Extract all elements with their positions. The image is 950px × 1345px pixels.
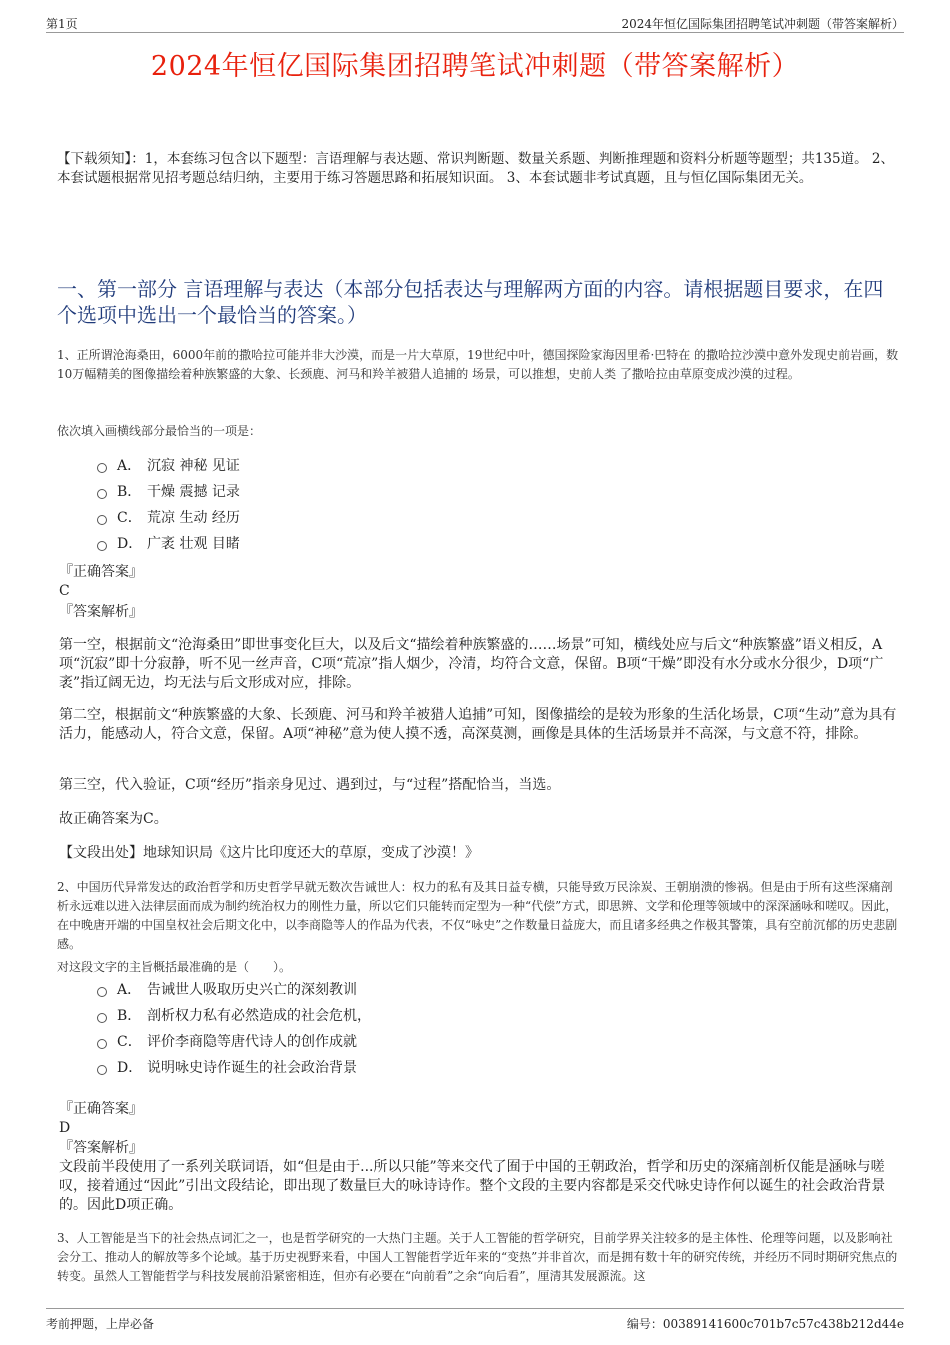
- q2-analysis: 文段前半段使用了一系列关联词语，如“但是由于...所以只能”等来交代了囿于中国的王朝政治，哲学和历史的深痛剖析仅能是涵咏与嗟叹，接着通过“因此”引出文段结论，即出现了数量巨大的咏诗诗作。整个文段的主要内容都是采交代咏史诗作何以诞生的社会政治背景的。因此D项正确。: [59, 1159, 886, 1213]
- q2-option-a[interactable]: A． 告诫世人吸取历史兴亡的深刻教训: [97, 977, 371, 1003]
- page-footer: [46, 1308, 904, 1331]
- q2-prompt: 对这段文字的主旨概括最准确的是（ ）。: [57, 960, 292, 974]
- q2-option-b[interactable]: B． 剖析权力私有必然造成的社会危机，: [97, 1003, 371, 1029]
- radio-icon[interactable]: [97, 463, 107, 473]
- q2-option-c[interactable]: C． 评价李商隐等唐代诗人的创作成就: [97, 1029, 371, 1055]
- q1-option-c[interactable]: C． 荒凉 生动 经历: [97, 505, 240, 531]
- q1-analysis-p4: 故正确答案为C。: [59, 811, 168, 827]
- q1-option-a[interactable]: A． 沉寂 神秘 见证: [97, 453, 240, 479]
- q1-stem: 1、正所谓沧海桑田，6000年前的撒哈拉可能并非大沙漠，而是一片大草原，19世纪中叶，德国探险家海因里希·巴特在 的撒哈拉沙漠中意外发现史前岩画，数10万幅精美的图像描绘着种族繁盛的大象、长颈鹿、河马和羚羊被猎人追捕的 场景，可以推想，史前人类 了撒哈拉由草原变成沙漠的过程。: [57, 348, 899, 381]
- radio-icon[interactable]: [97, 987, 107, 997]
- footer-slogan: 考前押题，上岸必备: [46, 1317, 155, 1331]
- page-number: 第1页: [46, 17, 78, 31]
- q2-option-d[interactable]: D． 说明咏史诗作诞生的社会政治背景: [97, 1055, 371, 1081]
- radio-icon[interactable]: [97, 1065, 107, 1075]
- radio-icon[interactable]: [97, 1013, 107, 1023]
- header-doc-title: 2024年恒亿国际集团招聘笔试冲刺题（带答案解析）: [621, 17, 904, 31]
- document-title: 2024年恒亿国际集团招聘笔试冲刺题（带答案解析）: [150, 51, 800, 82]
- page-header: [46, 14, 904, 33]
- q3-stem: 3、人工智能是当下的社会热点词汇之一，也是哲学研究的一大热门主题。关于人工智能的哲学研究，目前学界关注较多的是主体性、伦理等问题，以及影响社会分工、推动人的解放等多个论域。基于历史视野来看，中国人工智能哲学近年来的“变热”并非首次，而是拥有数十年的研究传统，并经历不同时期研究焦点的转变。虽然人工智能哲学与科技发展前沿紧密相连，但亦有必要在“向前看”之余“向后看”，厘清其发展源流。这: [57, 1231, 898, 1283]
- radio-icon[interactable]: [97, 541, 107, 551]
- q1-option-b[interactable]: B． 干燥 震撼 记录: [97, 479, 240, 505]
- q1-answer: C: [59, 583, 70, 599]
- q1-answer-label: 『正确答案』: [59, 564, 143, 580]
- radio-icon[interactable]: [97, 515, 107, 525]
- q1-prompt: 依次填入画横线部分最恰当的一项是：: [57, 424, 262, 438]
- q2-answer-label: 『正确答案』: [59, 1101, 143, 1117]
- download-notice: 【下载须知】：1，本套练习包含以下题型：言语理解与表达题、常识判断题、数量关系题、判断推理题和资料分析题等题型；共135道。 2、本套试题根据常见招考题总结归纳，主要用于练习答题思路和拓展知识面。 3、本套试题非考试真题，且与恒亿国际集团无关。: [57, 151, 894, 186]
- q2-stem: 2、中国历代异常发达的政治哲学和历史哲学早就无数次告诫世人：权力的私有及其日益专横，只能导致万民涂炭、王朝崩溃的惨祸。但是由于所有这些深痛剖析永远难以进入法律层面而成为制约统治权力的刚性力量，所以它们只能转而定型为一种“代偿”方式，即思辨、文学和伦理等领域中的深深涵咏和嗟叹。因此，在中晚唐开端的中国皇权社会后期文化中，以李商隐等人的作品为代表，不仅“咏史”之作数量日益庞大，而且诸多经典之作极其警策，具有空前沉郁的历史悲剧感。: [57, 880, 898, 951]
- q1-option-d[interactable]: D． 广袤 壮观 目睹: [97, 531, 240, 557]
- footer-doc-id: 编号：00389141600c701b7c57c438b212d44e: [626, 1317, 904, 1331]
- radio-icon[interactable]: [97, 489, 107, 499]
- section-heading: 一、第一部分 言语理解与表达（本部分包括表达与理解两方面的内容。请根据题目要求，在四个选项中选出一个最恰当的答案。）: [57, 277, 884, 327]
- q2-answer: D: [59, 1120, 71, 1136]
- radio-icon[interactable]: [97, 1039, 107, 1049]
- q1-analysis-label: 『答案解析』: [59, 604, 143, 620]
- q1-analysis-p1: 第一空，根据前文“沧海桑田”即世事变化巨大，以及后文“描绘着种族繁盛的……场景”可知，横线处应与后文“种族繁盛”语义相反，A项“沉寂”即十分寂静，听不见一丝声音，C项“荒凉”指人烟少，冷清，均符合文意，保留。B项“干燥”即没有水分或水分很少，D项“广袤”指辽阔无边，均无法与后文形成对应，排除。: [59, 637, 884, 691]
- q1-source: 【文段出处】地球知识局《这片比印度还大的草原，变成了沙漠！》: [59, 845, 479, 861]
- q2-options: [97, 977, 371, 1081]
- q1-analysis-p2: 第二空，根据前文“种族繁盛的大象、长颈鹿、河马和羚羊被猎人追捕”可知，图像描绘的是较为形象的生活化场景，C项“生动”意为具有活力，能感动人，符合文意，保留。A项“神秘”意为使人摸不透，高深莫测，画像是具体的生活场景并不高深，与文意不符，排除。: [59, 707, 897, 742]
- q1-options: [97, 453, 240, 557]
- q2-analysis-label: 『答案解析』: [59, 1140, 143, 1156]
- q1-analysis-p3: 第三空，代入验证，C项“经历”指亲身见过、遇到过，与“过程”搭配恰当，当选。: [59, 777, 561, 793]
